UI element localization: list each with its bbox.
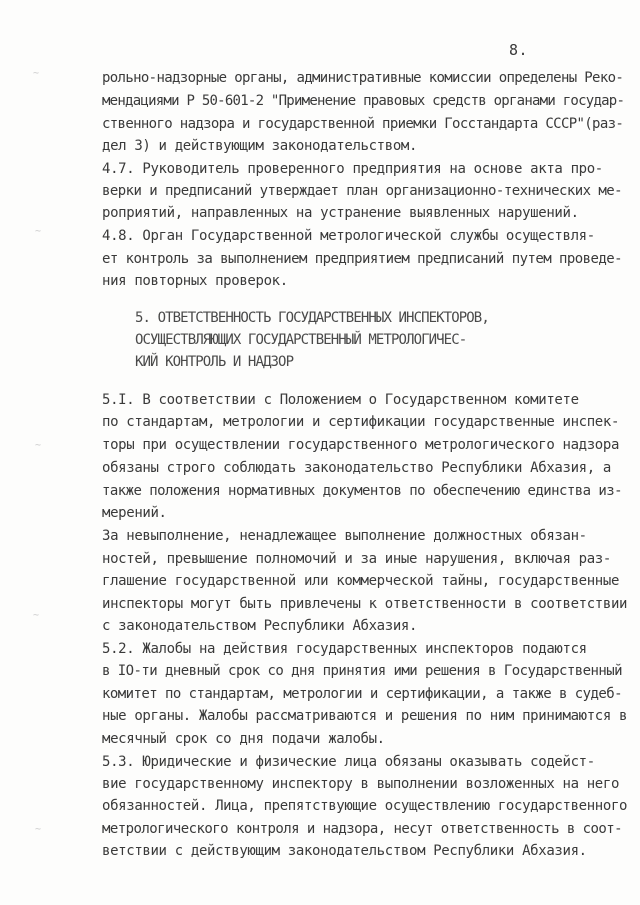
paragraph-line: ветствии с действующим законодательством Республики Абхазия. (102, 843, 587, 859)
binding-mark: ~ (35, 824, 42, 835)
paragraph-line: обязанностей. Лица, препятствующие осуществлению государственного (102, 798, 628, 814)
paragraph-line: с законодательством Республики Абхазия. (102, 618, 418, 634)
paragraph-line: инспекторы могут быть привлечены к ответственности в соответствии (102, 596, 628, 612)
paragraph-line: метрологического контроля и надзора, несут ответственность в соот- (102, 821, 622, 837)
paragraph-line: по стандартам, метрологии и сертификации государственные инспек- (102, 414, 620, 430)
paragraph-line: ния повторных проверок. (102, 273, 288, 289)
paragraph-line: обязаны строго соблюдать законодательство Республики Абхазия, а (102, 460, 611, 476)
section-heading: 5. ОТВЕТСТВЕННОСТЬ ГОСУДАРСТВЕННЫХ ИНСПЕКТОРОВ, (135, 310, 489, 326)
paragraph-line: в IO-ти дневный срок со дня принятия ими решения в Государственный (102, 663, 622, 679)
paragraph-line: 4.7. Руководитель проверенного предприятия на основе акта про- (102, 161, 603, 177)
paragraph-line: 5.2. Жалобы на действия государственных инспекторов подаются (102, 641, 587, 657)
paragraph-line: рольно-надзорные органы, административные комиссии определены Реко- (102, 70, 624, 86)
paragraph-line: комитет по стандартам, метрологии и сертификации, а также в судеб- (102, 686, 622, 702)
paragraph-line: ные органы. Жалобы рассматриваются и решения по ним принимаются в (102, 708, 628, 724)
section-heading: КИЙ КОНТРОЛЬ И НАДЗОР (135, 354, 294, 370)
section-heading: ОСУЩЕСТВЛЯЮЩИХ ГОСУДАРСТВЕННЫЙ МЕТРОЛОГИЧЕС- (135, 332, 467, 348)
paragraph-line: дел 3) и действующим законодательством. (102, 138, 418, 154)
page-number: 8. (509, 41, 529, 59)
binding-mark: ~ (33, 68, 40, 79)
paragraph-line: верки и предписаний утверждает план организационно-технических ме- (102, 183, 622, 199)
paragraph-line: 5.I. В соответствии с Положением о Государственном комитете (102, 392, 579, 408)
paragraph-line: ет контроль за выполнением предприятием предписаний путем проведе- (102, 251, 622, 267)
paragraph-line: месячный срок со дня подачи жалобы. (102, 731, 385, 747)
binding-mark: ~ (33, 610, 40, 621)
paragraph-line: ственного надзора и государственной приемки Госстандарта СССР"(раз- (102, 116, 624, 132)
paragraph-line: За невыполнение, ненадлежащее выполнение должностных обязан- (102, 528, 587, 544)
paragraph-line: торы при осуществлении государственного метрологического надзора (102, 437, 620, 453)
paragraph-line: глашение государственной или коммерческой тайны, государственные (102, 573, 620, 589)
binding-mark: ~ (35, 226, 42, 237)
paragraph-line: ностей, превышение полномочий и за иные нарушения, включая раз- (102, 551, 611, 567)
paragraph-line: роприятий, направленных на устранение выявленных нарушений. (102, 205, 579, 221)
paragraph-line: мерений. (102, 505, 167, 521)
paragraph-line: мендациями Р 50-601-2 "Применение правовых средств органами государ- (102, 93, 625, 109)
paragraph-line: 4.8. Орган Государственной метрологической службы осуществля- (102, 228, 595, 244)
paragraph-line: также положения нормативных документов по обеспечению единства из- (102, 483, 622, 499)
paragraph-line: 5.3. Юридические и физические лица обязаны оказывать содейст- (102, 754, 595, 770)
binding-mark: ~ (35, 440, 42, 451)
paragraph-line: вие государственному инспектору в выполнении возложенных на него (102, 776, 620, 792)
